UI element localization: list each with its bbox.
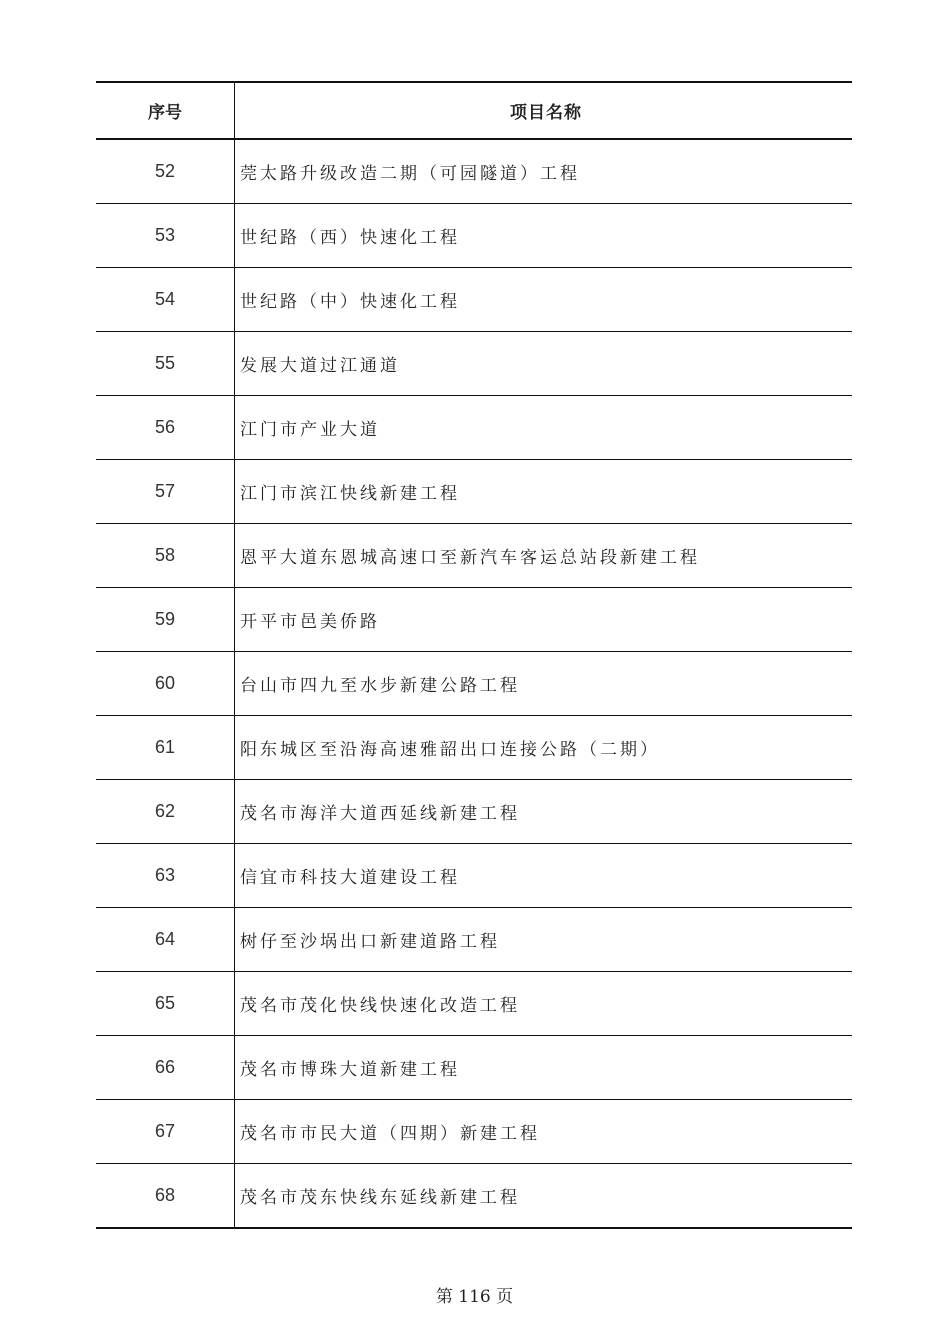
table-row (96, 139, 852, 204)
row-project-name: 世纪路（西）快速化工程 (240, 228, 460, 248)
table-row (96, 844, 852, 908)
table-body (96, 139, 852, 1228)
table-row (96, 1164, 852, 1229)
table-row (96, 716, 852, 780)
row-number: 57 (96, 460, 235, 524)
row-number: 56 (96, 396, 235, 460)
table-row (96, 524, 852, 588)
row-project-name: 茂名市海洋大道西延线新建工程 (240, 804, 520, 824)
row-number: 53 (96, 204, 235, 268)
row-number: 55 (96, 332, 235, 396)
table-row (96, 268, 852, 332)
table-row (96, 1100, 852, 1164)
row-project-name: 茂名市茂化快线快速化改造工程 (240, 996, 520, 1016)
row-project-name: 茂名市博珠大道新建工程 (240, 1060, 460, 1080)
row-number: 59 (96, 588, 235, 652)
row-number: 61 (96, 716, 235, 780)
project-table-container (96, 81, 852, 1229)
row-number: 66 (96, 1036, 235, 1100)
row-project-name: 阳东城区至沿海高速雅韶出口连接公路（二期） (240, 740, 660, 760)
table-row (96, 908, 852, 972)
table-row (96, 652, 852, 716)
table-row (96, 1036, 852, 1100)
row-number: 64 (96, 908, 235, 972)
row-number: 58 (96, 524, 235, 588)
header-number: 序号 (96, 82, 235, 139)
row-project-name: 江门市产业大道 (240, 420, 380, 440)
row-number: 68 (96, 1164, 235, 1229)
table-row (96, 972, 852, 1036)
table-header-row (96, 82, 852, 139)
row-project-name: 茂名市市民大道（四期）新建工程 (240, 1124, 540, 1144)
table-row (96, 460, 852, 524)
row-project-name: 世纪路（中）快速化工程 (240, 292, 460, 312)
row-number: 52 (96, 139, 235, 204)
table-row (96, 332, 852, 396)
row-project-name: 江门市滨江快线新建工程 (240, 484, 460, 504)
row-project-name: 莞太路升级改造二期（可园隧道）工程 (240, 164, 580, 184)
row-number: 60 (96, 652, 235, 716)
header-project-name: 项目名称 (510, 103, 582, 123)
row-project-name: 信宜市科技大道建设工程 (240, 868, 460, 888)
row-project-name: 开平市邑美侨路 (240, 612, 380, 632)
row-number: 54 (96, 268, 235, 332)
table-row (96, 396, 852, 460)
table-row (96, 588, 852, 652)
row-project-name: 台山市四九至水步新建公路工程 (240, 676, 520, 696)
project-table (96, 81, 852, 1229)
page-number: 第 116 页 (435, 1287, 514, 1307)
table-row (96, 780, 852, 844)
row-number: 62 (96, 780, 235, 844)
row-number: 63 (96, 844, 235, 908)
row-project-name: 茂名市茂东快线东延线新建工程 (240, 1188, 520, 1208)
row-project-name: 恩平大道东恩城高速口至新汽车客运总站段新建工程 (240, 548, 700, 568)
row-project-name: 发展大道过江通道 (240, 356, 400, 376)
table-row (96, 204, 852, 268)
row-number: 67 (96, 1100, 235, 1164)
row-project-name: 树仔至沙埚出口新建道路工程 (240, 932, 500, 952)
row-number: 65 (96, 972, 235, 1036)
